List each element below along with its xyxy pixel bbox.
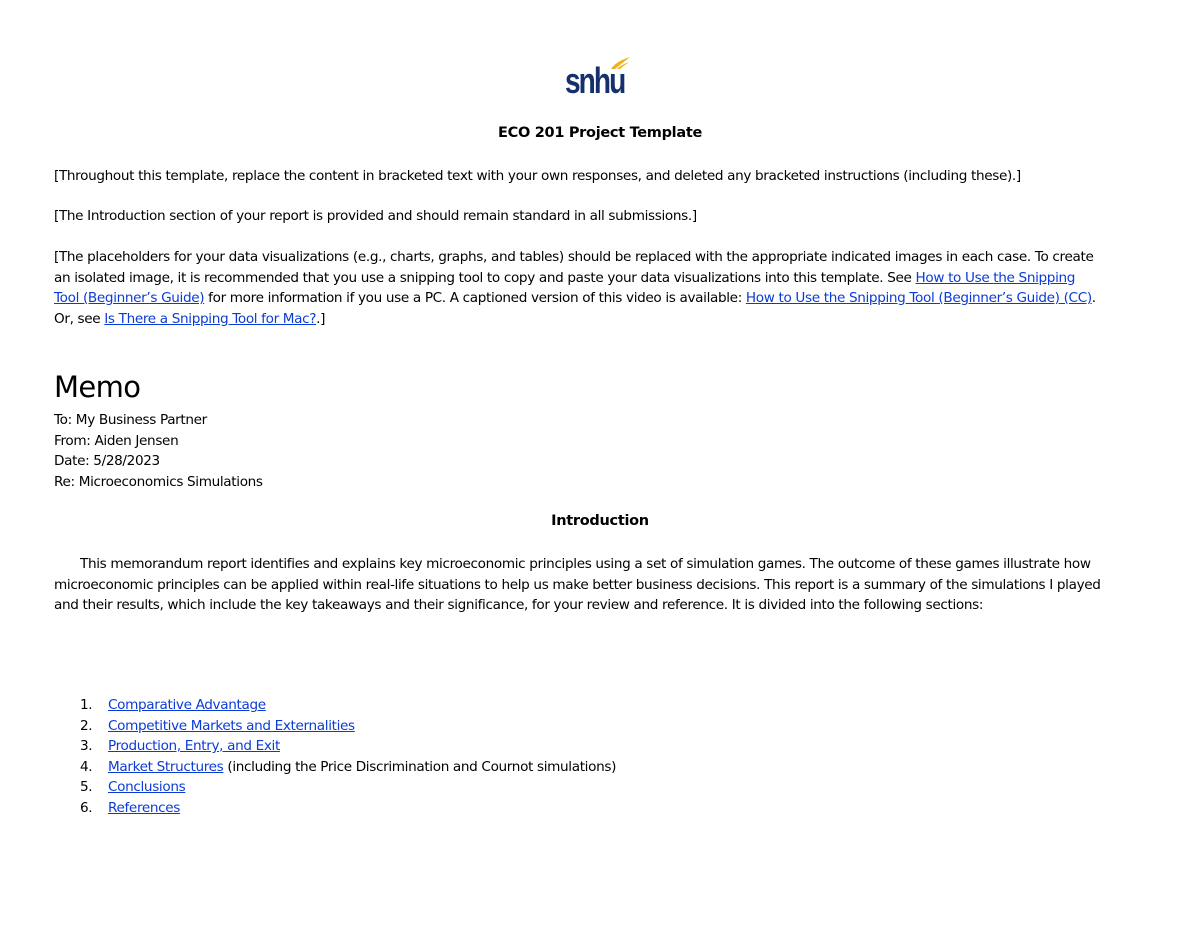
production-entry-exit-link[interactable]: Production, Entry, and Exit (108, 738, 280, 754)
competitive-markets-link[interactable]: Competitive Markets and Externalities (108, 717, 355, 734)
list-item (80, 716, 616, 737)
instruction-text: . (1091, 290, 1096, 306)
introduction-line: microeconomic principles can be applied within real-life situations to help us make better business decisions. This report is a summary of the simulations I played (54, 576, 1101, 593)
list-number: 3. (80, 738, 93, 754)
references-link[interactable]: References (108, 799, 181, 816)
instruction-text: .] (316, 310, 326, 327)
list-number: 2. (80, 717, 93, 734)
list-number: 6. (80, 799, 93, 816)
document-title: ECO 201 Project Template (498, 125, 702, 141)
memo-date: Date: 5/28/2023 (54, 453, 160, 469)
section-list (80, 695, 616, 818)
instruction-text: for more information if you use a PC. A captioned version of this video is available: (204, 290, 746, 306)
instruction-line: [The placeholders for your data visualizations (e.g., charts, graphs, and tables) should be replaced with the appropriate indicated images in each case. To create (54, 249, 1094, 265)
list-item (80, 695, 616, 716)
comparative-advantage-link[interactable]: Comparative Advantage (108, 697, 266, 713)
memo-from: From: Aiden Jensen (54, 432, 179, 449)
memo-re: Re: Microeconomics Simulations (54, 473, 263, 490)
introduction-line: and their results, which include the key takeaways and their significance, for your review and reference. It is divided into the following sections: (54, 597, 984, 613)
conclusions-link[interactable]: Conclusions (108, 779, 186, 795)
snipping-tool-guide-cc-link[interactable]: How to Use the Snipping Tool (Beginner’s Guide) (CC) (745, 290, 1092, 306)
list-item (80, 777, 616, 798)
list-item (80, 798, 616, 819)
list-item (80, 757, 616, 778)
instruction-text: Or, see (54, 310, 105, 327)
instruction-paragraph-3 (54, 247, 1154, 329)
introduction-heading: Introduction (551, 513, 649, 529)
snhu-logo (565, 56, 631, 102)
instruction-paragraph-2: [The Introduction section of your report is provided and should remain standard in all submissions.] (54, 208, 697, 224)
introduction-line: This memorandum report identifies and explains key microeconomic principles using a set of simulation games. The outcome of these games illustrate how (80, 556, 1091, 572)
list-number: 4. (80, 758, 93, 775)
list-number: 5. (80, 779, 93, 795)
memo-heading: Memo (54, 370, 141, 404)
list-item-suffix: (including the Price Discrimination and Cournot simulations) (223, 758, 617, 775)
memo-to: To: My Business Partner (54, 412, 207, 428)
list-number: 1. (80, 697, 93, 713)
snipping-tool-guide-link-continued[interactable]: Tool (Beginner’s Guide) (54, 290, 205, 306)
instruction-line (54, 288, 1154, 309)
introduction-paragraph (54, 554, 1101, 616)
snipping-tool-guide-link[interactable]: How to Use the Snipping (915, 269, 1076, 286)
market-structures-link[interactable]: Market Structures (108, 758, 224, 775)
memo-header (54, 410, 263, 492)
instruction-text: an isolated image, it is recommended that you use a snipping tool to copy and paste your data visualizations into this template. See (54, 269, 916, 286)
instruction-paragraph-1: [Throughout this template, replace the content in bracketed text with your own responses, and deleted any bracketed instructions (including these).] (54, 168, 1021, 184)
logo-wordmark: snhu (565, 60, 625, 101)
instruction-line (54, 268, 1154, 289)
instruction-line (54, 309, 1154, 330)
list-item (80, 736, 616, 757)
mac-snipping-tool-link[interactable]: Is There a Snipping Tool for Mac? (104, 310, 317, 327)
